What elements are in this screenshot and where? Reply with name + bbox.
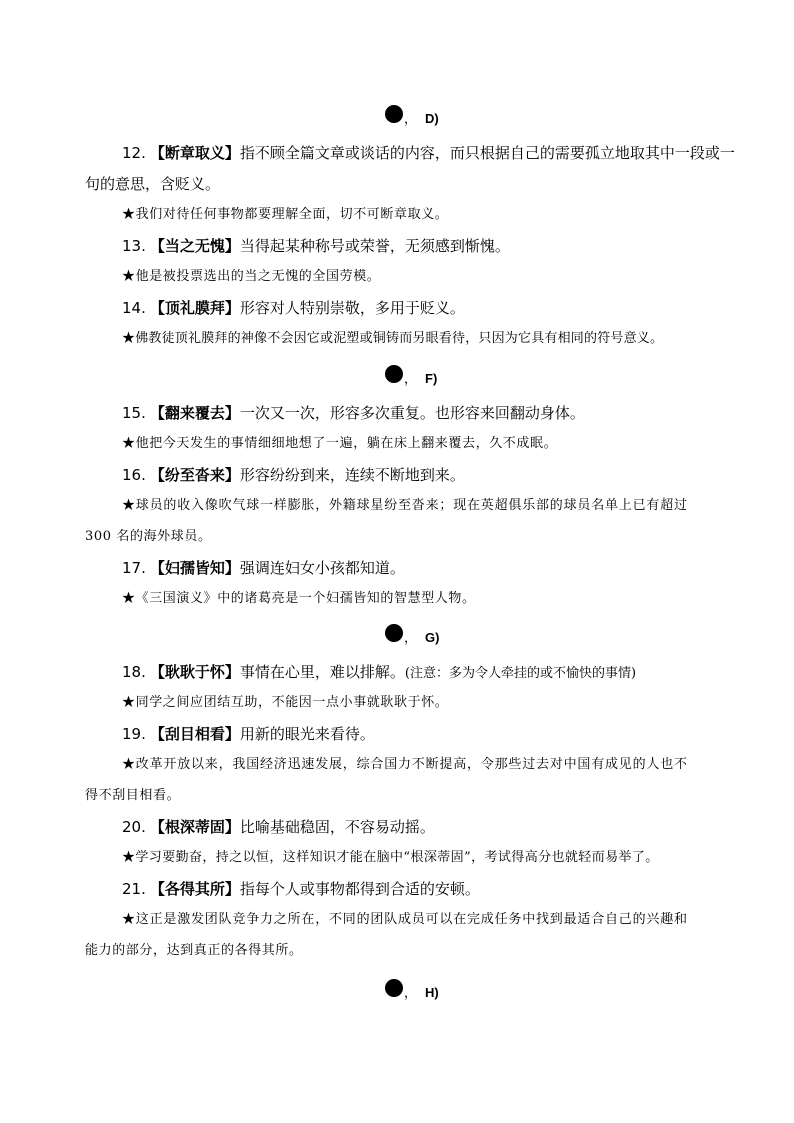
example-sentence: ★佛教徒顶礼膜拜的神像不会因它或泥塑或铜铸而另眼看待，只因为它具有相同的符号意义。 — [122, 331, 664, 346]
idiom-definition: 形容纷纷到来，连续不断地到来。 — [239, 466, 465, 484]
example-sentence: ★《三国演义》中的诸葛亮是一个妇孺皆知的智慧型人物。 — [122, 591, 476, 606]
idiom-term: 【纷至沓来】 — [149, 466, 240, 484]
example-sentence-cont: 300 名的海外球员。 — [85, 529, 212, 544]
section-comma: ， — [404, 985, 418, 1000]
example-sentence: ★他把今天发生的事情细细地想了一遍，躺在床上翻来覆去，久不成眠。 — [122, 436, 558, 451]
section-heading-h — [0, 978, 794, 1004]
idiom-entry-14 — [122, 298, 465, 318]
idiom-definition: 事情在心里，难以排解。 — [239, 663, 405, 681]
idiom-term: 【顶礼膜拜】 — [149, 299, 240, 317]
example-sentence: ★同学之间应团结互助，不能因一点小事就耿耿于怀。 — [122, 695, 449, 710]
example-sentence: ★我们对待任何事物都要理解全面，切不可断章取义。 — [122, 207, 449, 222]
idiom-term: 【当之无愧】 — [149, 237, 240, 255]
idiom-entry-19 — [122, 724, 375, 744]
entry-number: 14. — [122, 299, 146, 317]
section-heading-g — [0, 623, 794, 649]
entry-number: 20. — [122, 818, 146, 836]
idiom-entry-17 — [122, 558, 405, 578]
entry-number: 15. — [122, 404, 146, 422]
idiom-definition: 形容对人特别崇敬，多用于贬义。 — [239, 299, 465, 317]
bullet-dot-icon — [385, 979, 403, 997]
entry-number: 21. — [122, 880, 146, 898]
idiom-definition: 用新的眼光来看待。 — [239, 725, 375, 743]
idiom-entry-12 — [122, 143, 735, 163]
idiom-definition: 当得起某种称号或荣誉，无须感到惭愧。 — [239, 237, 510, 255]
idiom-entry-13 — [122, 236, 510, 256]
idiom-entry-16 — [122, 465, 465, 485]
entry-number: 13. — [122, 237, 146, 255]
section-heading-f — [0, 364, 794, 390]
idiom-entry-15 — [122, 403, 585, 423]
idiom-term: 【翻来覆去】 — [149, 404, 240, 422]
example-sentence: ★学习要勤奋，持之以恒，这样知识才能在脑中“根深蒂固”，考试得高分也就轻而易举了。 — [122, 850, 659, 865]
section-comma: ， — [404, 371, 418, 386]
idiom-entry-21 — [122, 879, 480, 899]
section-heading-d — [0, 104, 794, 130]
idiom-definition: 指每个人或事物都得到合适的安顿。 — [239, 880, 480, 898]
idiom-term: 【妇孺皆知】 — [149, 559, 240, 577]
idiom-term: 【断章取义】 — [149, 144, 240, 162]
entry-number: 16. — [122, 466, 146, 484]
idiom-entry-20 — [122, 817, 435, 837]
example-sentence-cont: 得不刮目相看。 — [85, 788, 181, 803]
bullet-dot-icon — [385, 105, 403, 123]
section-letter: D) — [425, 111, 439, 126]
entry-number: 19. — [122, 725, 146, 743]
idiom-definition: 强调连妇女小孩都知道。 — [239, 559, 405, 577]
entry-number: 18. — [122, 663, 146, 681]
entry-number: 17. — [122, 559, 146, 577]
section-comma: ， — [404, 111, 418, 126]
idiom-definition: 指不顾全篇文章或谈话的内容，而只根据自己的需要孤立地取其中一段或一 — [239, 144, 735, 162]
idiom-term: 【根深蒂固】 — [149, 818, 240, 836]
section-letter: G) — [425, 630, 440, 645]
section-comma: ， — [404, 630, 418, 645]
example-sentence-cont: 能力的部分，达到真正的各得其所。 — [85, 943, 303, 958]
example-sentence: ★他是被投票选出的当之无愧的全国劳模。 — [122, 269, 381, 284]
example-sentence: ★球员的收入像吹气球一样膨胀，外籍球星纷至沓来；现在英超俱乐部的球员名单上已有超过 — [122, 498, 688, 513]
entry-number: 12. — [122, 144, 146, 162]
idiom-term: 【刮目相看】 — [149, 725, 240, 743]
idiom-term: 【耿耿于怀】 — [149, 663, 240, 681]
section-letter: H) — [425, 985, 439, 1000]
bullet-dot-icon — [385, 365, 403, 383]
idiom-note: (注意：多为令人牵挂的或不愉快的事情) — [404, 666, 637, 681]
bullet-dot-icon — [385, 624, 403, 642]
section-letter: F) — [425, 371, 438, 386]
example-sentence: ★改革开放以来，我国经济迅速发展，综合国力不断提高，令那些过去对中国有成见的人也不 — [122, 757, 688, 772]
idiom-entry-18 — [122, 662, 636, 684]
idiom-definition: 一次又一次，形容多次重复。也形容来回翻动身体。 — [239, 404, 585, 422]
example-sentence: ★这正是激发团队竞争力之所在，不同的团队成员可以在完成任务中找到最适合自己的兴趣和 — [122, 912, 688, 927]
idiom-definition: 比喻基础稳固，不容易动摇。 — [239, 818, 435, 836]
idiom-term: 【各得其所】 — [149, 880, 240, 898]
idiom-definition-cont: 句的意思，含贬义。 — [85, 175, 221, 193]
